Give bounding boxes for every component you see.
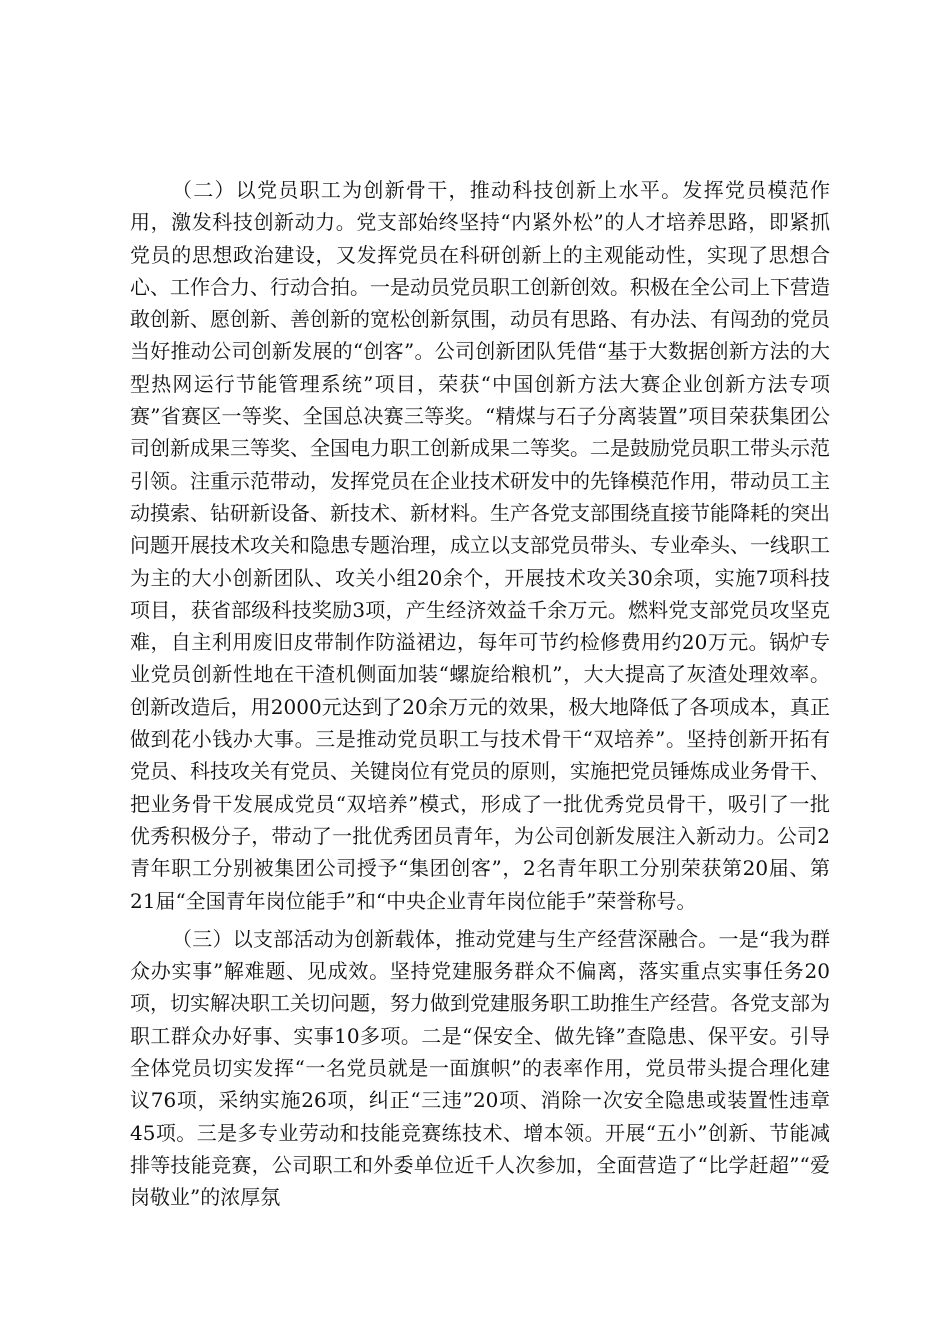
paragraph-branch-activities: （三）以支部活动为创新载体，推动党建与生产经营深融合。一是“我为群众办实事”解难题、见成效。坚持党建服务群众不偏离，落实重点实事任务20项，切实解决职工关切问题，努力做到党建服务职工助推生产经营。各党支部为职工群众办好事、实事10多项。二是“保安全、做先锋”查隐患、保平安。引导全体党员切实发挥“一名党员就是一面旗帜”的表率作用，党员带头提合理化建议76项，采纳实施26项，纠正“三违”20项、消除一次安全隐患或装置性违章45项。三是多专业劳动和技能竞赛练技术、增本领。开展“五小”创新、节能减排等技能竞赛，公司职工和外委单位近千人次参加，全面营造了“比学赶超”“爱岗敬业”的浓厚氛	[130, 926, 830, 1210]
paragraph-innovation-backbone: （二）以党员职工为创新骨干，推动科技创新上水平。发挥党员模范作用，激发科技创新动力。党支部始终坚持“内紧外松”的人才培养思路，即紧抓党员的思想政治建设，又发挥党员在科研创新上的主观能动性，实现了思想合心、工作合力、行动合拍。一是动员党员职工创新创效。积极在全公司上下营造敢创新、愿创新、善创新的宽松创新氛围，动员有思路、有办法、有闯劲的党员当好推动公司创新发展的“创客”。公司创新团队凭借“基于大数据创新方法的大型热网运行节能管理系统”项目，荣获“中国创新方法大赛企业创新方法专项赛”省赛区一等奖、全国总决赛三等奖。“精煤与石子分离装置”项目荣获集团公司创新成果三等奖、全国电力职工创新成果二等奖。二是鼓励党员职工带头示范引领。注重示范带动，发挥党员在企业技术研发中的先锋模范作用，带动员工主动摸索、钻研新设备、新技术、新材料。生产各党支部围绕直接节能降耗的突出问题开展技术攻关和隐患专题治理，成立以支部党员带头、专业牵头、一线职工为主的大小创新团队、攻关小组20余个，开展技术攻关30余项，实施7项科技项目，获省部级科技奖励3项，产生经济效益千余万元。燃料党支部党员攻坚克难，自主利用废旧皮带制作防溢裙边，每年可节约检修费用约20万元。锅炉专业党员创新性地在干渣机侧面加装“螺旋给粮机”，大大提高了灰渣处理效率。创新改造后，用2000元达到了20余万元的效果，极大地降低了各项成本，真正做到花小钱办大事。三是推动党员职工与技术骨干“双培养”。坚持创新开拓有党员、科技攻关有党员、关键岗位有党员的原则，实施把党员锤炼成业务骨干、把业务骨干发展成党员“双培养”模式，形成了一批优秀党员骨干，吸引了一批优秀积极分子，带动了一批优秀团员青年，为公司创新发展注入新动力。公司2青年职工分别被集团公司授予“集团创客”，2名青年职工分别荣获第20届、第21届“全国青年岗位能手”和“中央企业青年岗位能手”荣誉称号。	[130, 178, 830, 913]
document-body	[130, 174, 830, 1214]
